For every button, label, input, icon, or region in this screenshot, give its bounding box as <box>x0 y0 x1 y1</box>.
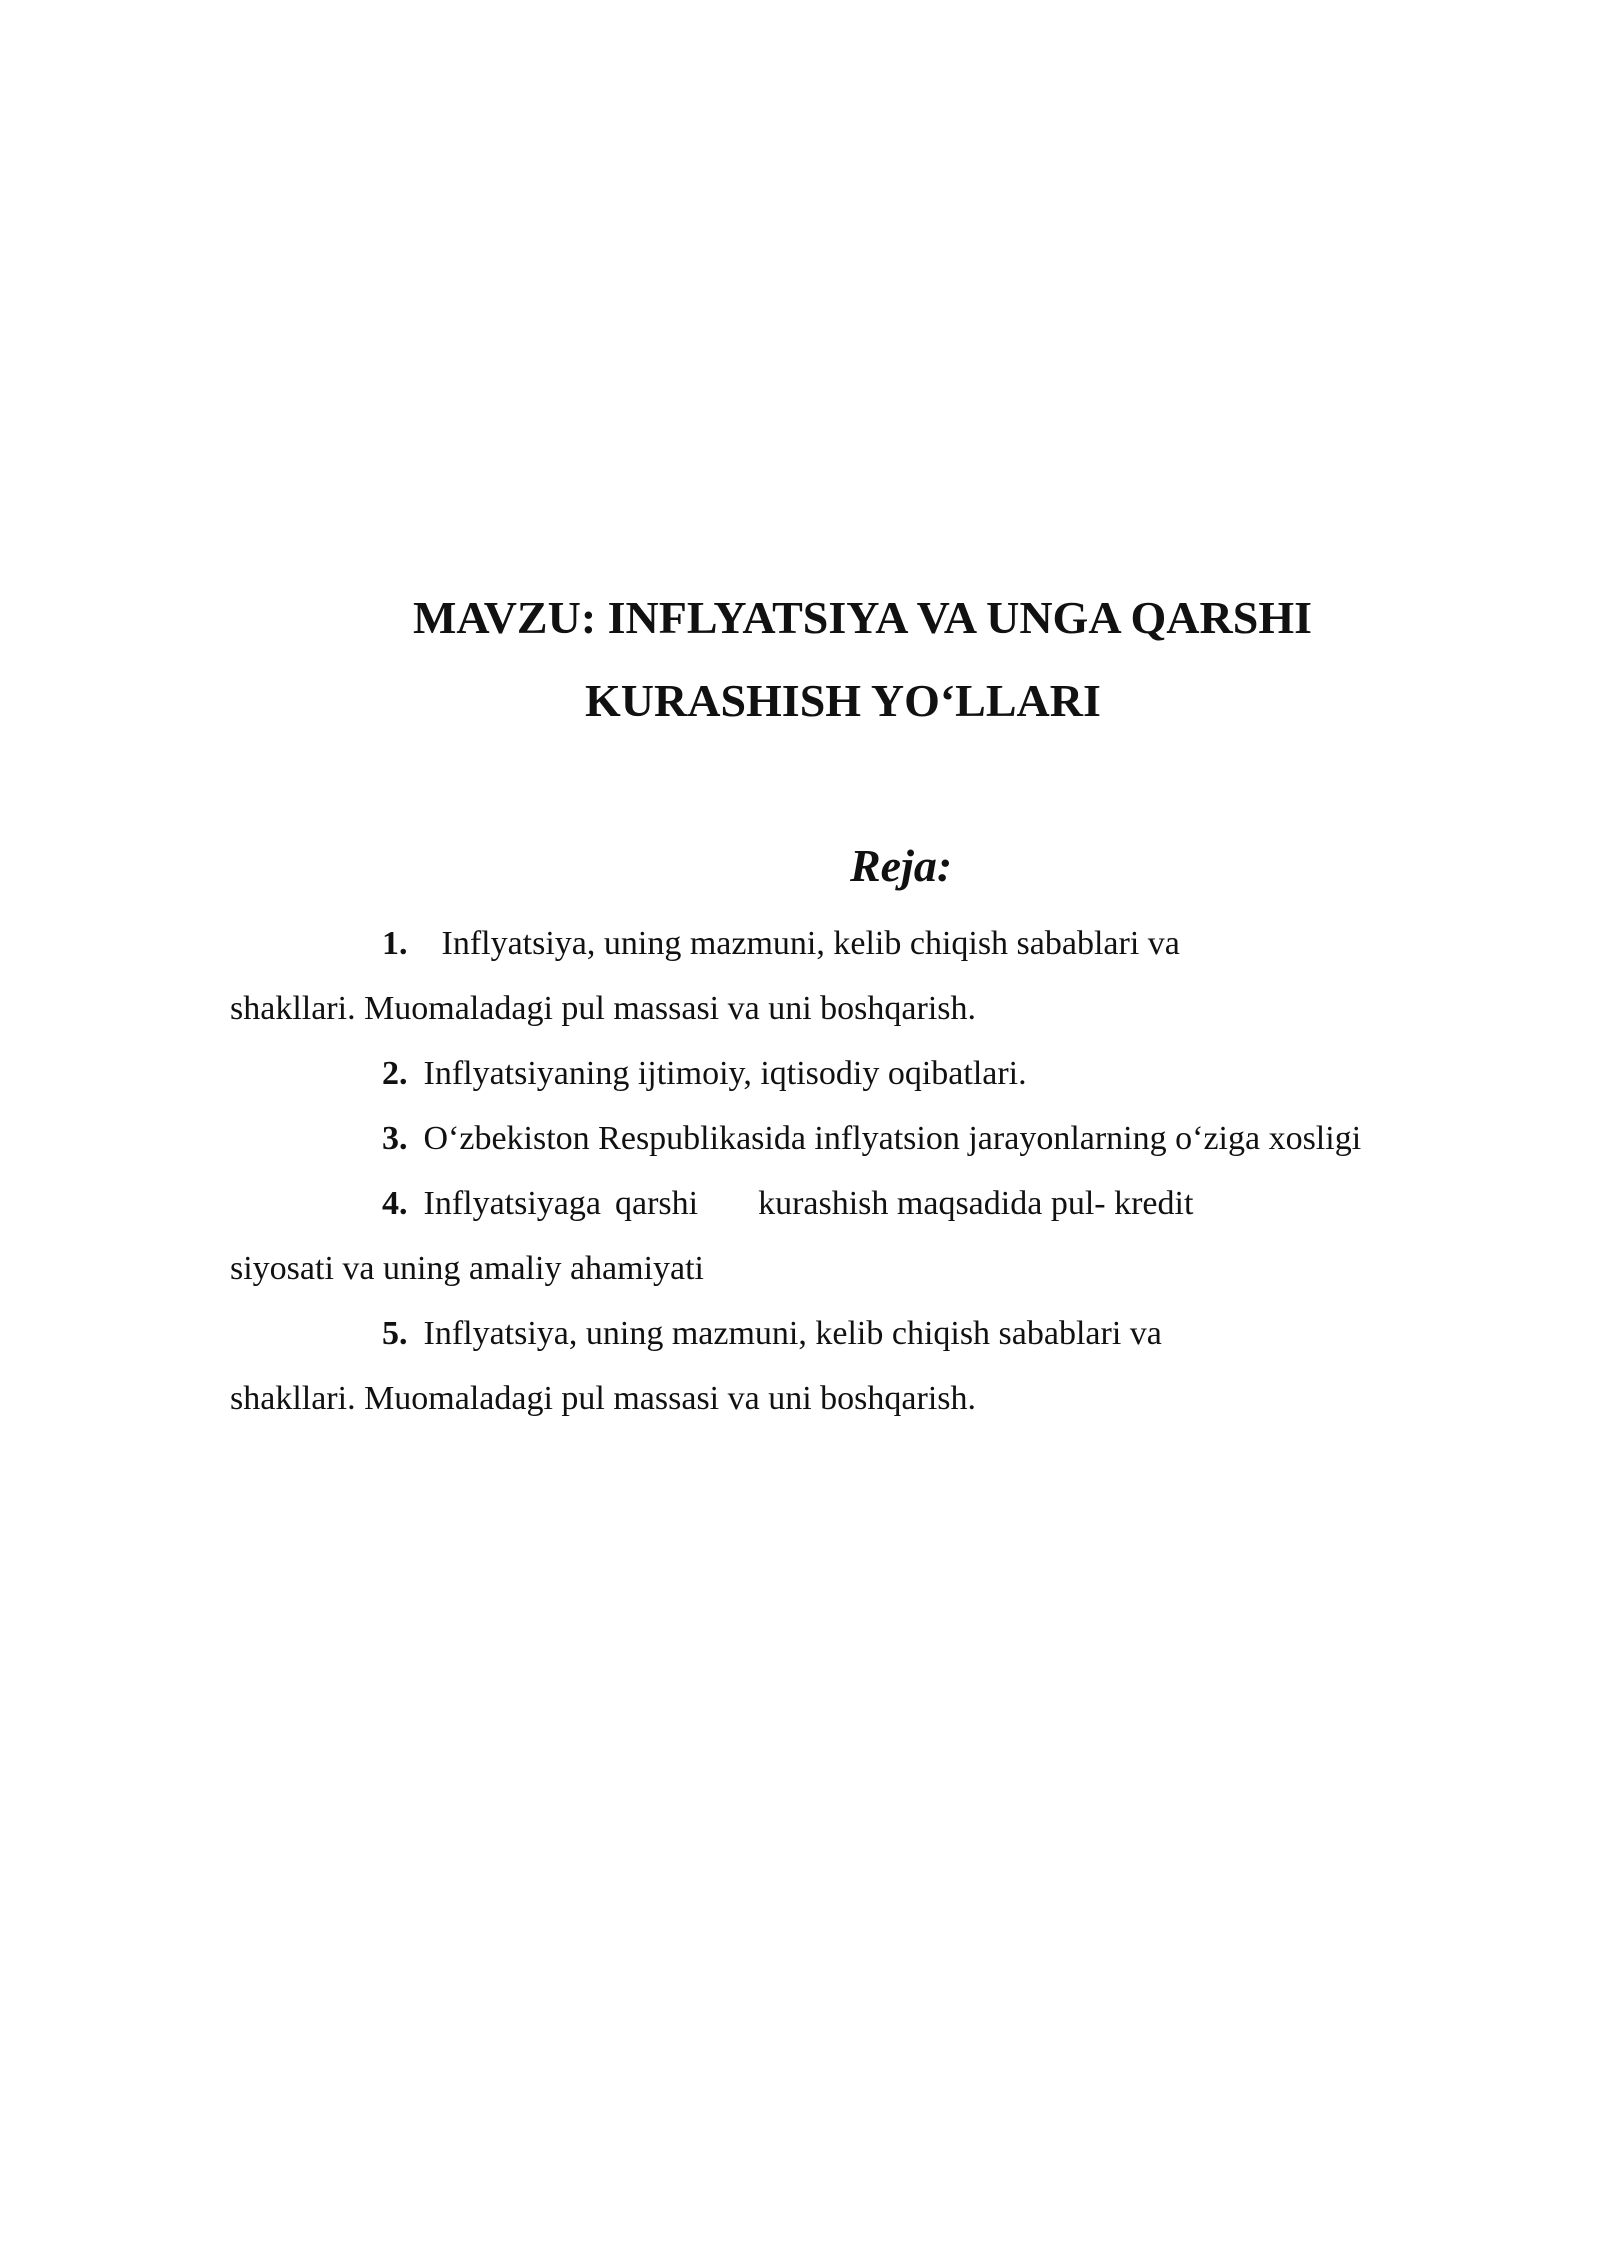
plan-item-text-part-2: qarshi <box>615 1185 699 1222</box>
plan-item-4-continuation: siyosati va uning amaliy ahamiyati <box>230 1250 705 1287</box>
plan-item-text-part-1: Inflyatsiyaga <box>423 1185 601 1222</box>
plan-item-text: Inflyatsiya, uning mazmuni, kelib chiqish sabablari va <box>441 925 1180 962</box>
plan-item-number: 5. <box>382 1315 408 1352</box>
plan-item-4 <box>382 1187 1193 1221</box>
plan-item-1 <box>382 927 1180 961</box>
plan-item-number: 2. <box>382 1055 408 1092</box>
plan-item-number: 4. <box>382 1185 408 1222</box>
plan-item-number: 1. <box>382 925 408 962</box>
document-title-line-1: MAVZU: INFLYATSIYA VA UNGA QARSHI <box>413 592 1312 643</box>
plan-item-number: 3. <box>382 1120 408 1157</box>
plan-item-text: O‘zbekiston Respublikasida inflyatsion jarayonlarning o‘ziga xosligi <box>423 1120 1362 1157</box>
plan-item-text-part-3: kurashish maqsadida pul- kredit <box>758 1185 1194 1222</box>
document-title-line-2: KURASHISH YO‘LLARI <box>585 675 1101 726</box>
plan-item-5-continuation: shakllari. Muomaladagi pul massasi va uni boshqarish. <box>230 1380 976 1417</box>
plan-item-5 <box>382 1317 1162 1351</box>
plan-item-text: Inflyatsiyaning ijtimoiy, iqtisodiy oqibatlari. <box>423 1055 1027 1092</box>
plan-item-text: Inflyatsiya, uning mazmuni, kelib chiqish sabablari va <box>423 1315 1162 1352</box>
plan-item-1-continuation: shakllari. Muomaladagi pul massasi va uni boshqarish. <box>230 990 976 1027</box>
plan-item-2 <box>382 1057 1027 1091</box>
plan-item-3 <box>382 1122 1361 1156</box>
plan-heading: Reja: <box>850 840 953 891</box>
